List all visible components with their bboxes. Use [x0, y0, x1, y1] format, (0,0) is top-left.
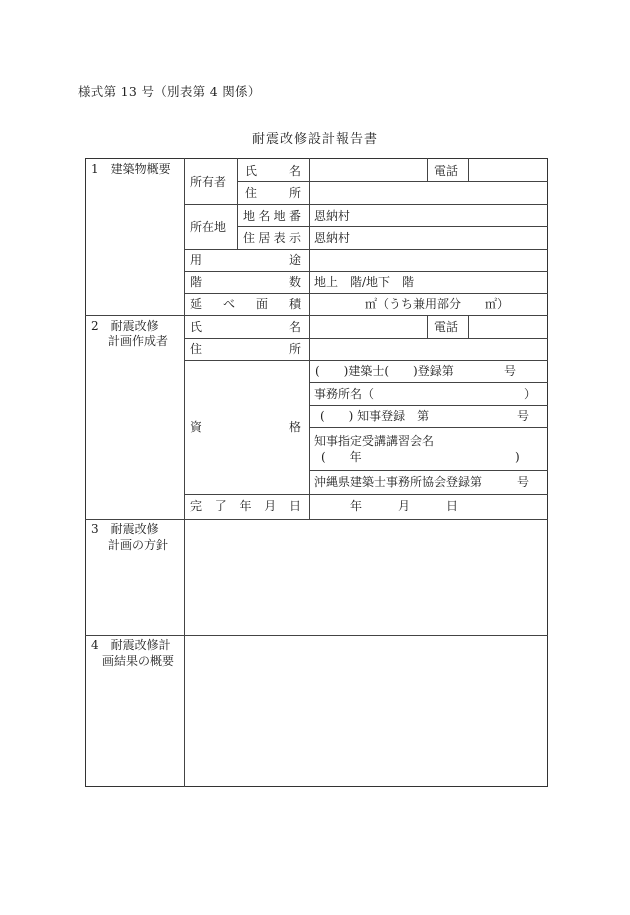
- qualification-label: 資 格: [190, 420, 301, 434]
- completion-month: 月: [398, 499, 411, 513]
- rule-office-bottom: [309, 405, 548, 406]
- rule-owner-mid: [237, 181, 548, 182]
- rule-architect-bottom: [309, 382, 548, 383]
- residence-value: 恩納村: [314, 231, 351, 245]
- office-name: 事務所名（: [314, 387, 375, 401]
- rule-floors-bottom: [184, 293, 548, 294]
- form-number: 様式第 13 号（別表第 4 関係）: [78, 84, 261, 99]
- section2-label-line1: 2 耐震改修: [91, 319, 159, 333]
- section4-label-line1: 4 耐震改修計: [91, 638, 171, 652]
- rule-owner-column: [237, 158, 238, 249]
- office-name-close: ）: [524, 387, 537, 401]
- floor-area-label: 延 べ 面 積: [190, 297, 301, 311]
- rule-location-mid: [237, 226, 548, 227]
- architect-registration-suffix: 号: [504, 364, 517, 378]
- rule-qualification-bottom: [184, 494, 548, 495]
- location-label: 所在地: [190, 220, 227, 234]
- governor-registration: ( ) 知事登録 第: [320, 409, 430, 423]
- form-title: 耐震改修設計報告書: [251, 132, 378, 147]
- section1-label: 1 建築物概要: [91, 162, 171, 176]
- course-year-close: ): [515, 450, 520, 464]
- completion-date-label: 完 了 年 月 日: [190, 499, 301, 513]
- rule-owner-bottom: [184, 204, 548, 205]
- rule-section3-bottom: [85, 635, 548, 636]
- owner-name-label: 氏 名: [245, 164, 301, 178]
- designer-address-label: 住 所: [190, 342, 301, 356]
- okinawa-registration: 沖縄県建築士事務所協会登録第: [314, 475, 483, 489]
- rule-designer-address-bottom: [184, 360, 548, 361]
- rule-value-column-1: [309, 158, 310, 315]
- floors-value: 地上 階/地下 階: [314, 275, 415, 289]
- section3-label-line1: 3 耐震改修: [91, 522, 159, 536]
- section2-label-line2: 計画作成者: [108, 334, 169, 348]
- rule-phone-right-2: [468, 315, 469, 338]
- course-name: 知事指定受講講習会名: [314, 434, 435, 448]
- rule-location-bottom: [184, 249, 548, 250]
- rule-value-column-2: [309, 315, 310, 519]
- completion-day: 日: [446, 499, 459, 513]
- rule-section1-bottom: [85, 315, 548, 316]
- rule-label-column: [184, 158, 185, 787]
- designer-name-label: 氏 名: [190, 320, 301, 334]
- floor-area-value: ㎡（うち兼用部分 ㎡）: [365, 297, 510, 311]
- rule-phone-right-1: [468, 158, 469, 181]
- okinawa-registration-suffix: 号: [517, 475, 530, 489]
- lot-number-label: 地 名 地 番: [243, 209, 301, 223]
- report-table: [85, 158, 548, 787]
- rule-section2-bottom: [85, 519, 548, 520]
- owner-label: 所有者: [190, 175, 227, 189]
- completion-year: 年: [350, 499, 363, 513]
- floors-label: 階 数: [190, 275, 301, 289]
- rule-governor-bottom: [309, 427, 548, 428]
- rule-designer-name-bottom: [184, 338, 548, 339]
- rule-course-bottom: [309, 470, 548, 471]
- owner-address-label: 住 所: [245, 186, 301, 200]
- rule-phone-left-1: [427, 158, 428, 181]
- rule-phone-left-2: [427, 315, 428, 338]
- architect-registration: ( )建築士( )登録第: [315, 364, 454, 378]
- section3-label-line2: 計画の方針: [108, 538, 169, 552]
- lot-number-value: 恩納村: [314, 209, 351, 223]
- use-label: 用 途: [190, 253, 301, 267]
- course-year: ( 年: [321, 450, 362, 464]
- designer-phone-label: 電話: [434, 320, 459, 334]
- owner-phone-label: 電話: [434, 164, 459, 178]
- rule-use-bottom: [184, 271, 548, 272]
- governor-registration-suffix: 号: [517, 409, 530, 423]
- section4-label-line2: 画結果の概要: [102, 654, 175, 668]
- residence-label: 住 居 表 示: [243, 231, 301, 245]
